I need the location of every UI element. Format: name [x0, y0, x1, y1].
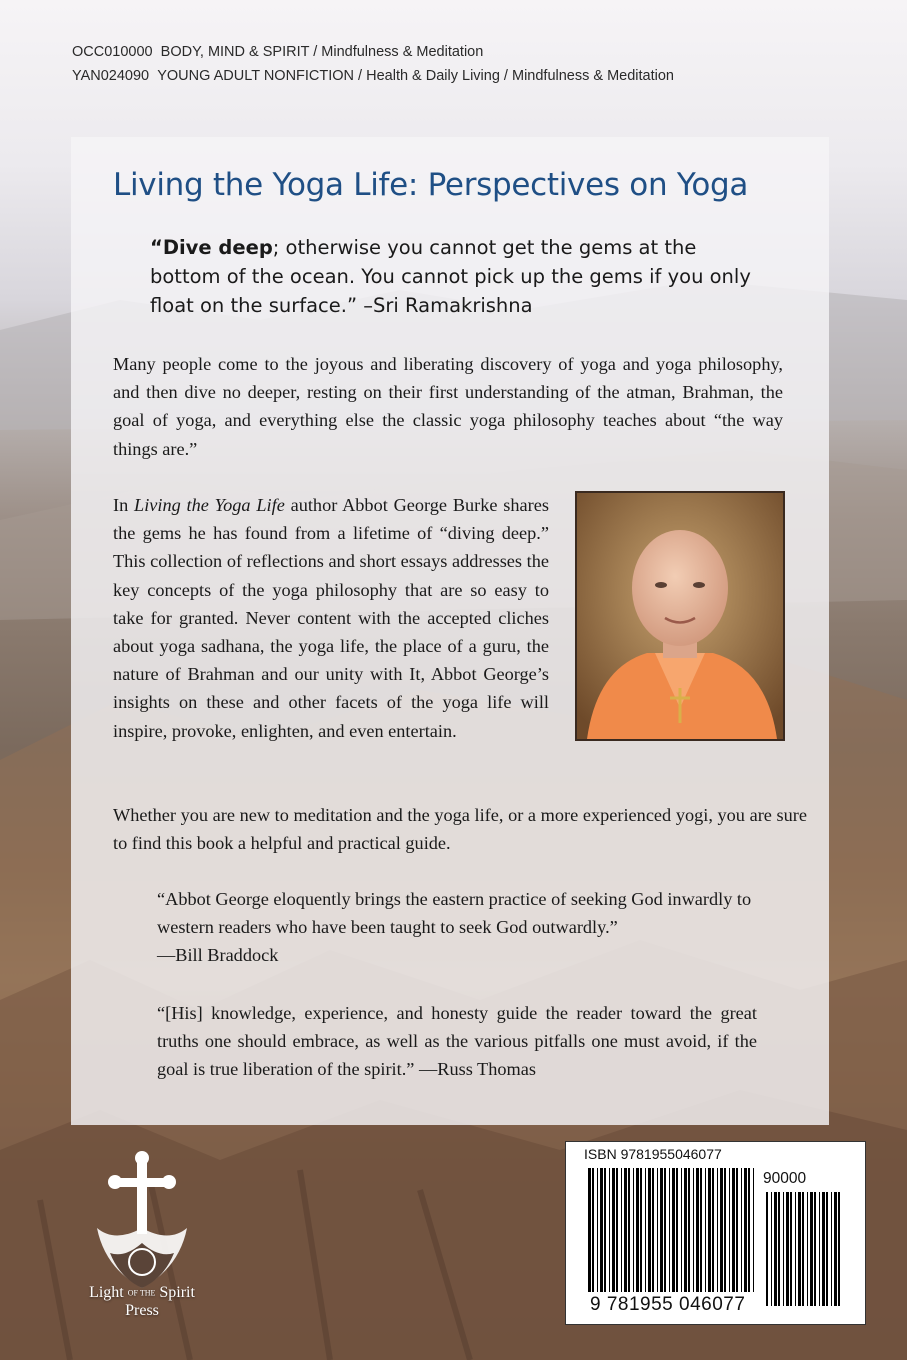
- bisac-categories: [72, 40, 674, 88]
- category-line-2: YAN024090 YOUNG ADULT NONFICTION / Health & Daily Living / Mindfulness & Meditation: [72, 68, 674, 84]
- description-paragraph-2: In Living the Yoga Life author Abbot George Burke shares the gems he has found from a lifetime of “diving deep.” This collection of reflections and short essays addresses the key concepts of the yoga philosophy that are so easy to take for granted. Never content with the accepted cliches about yoga sadhana, the yoga life, the place of a guru, the nature of Brahman and our unity with It, Abbot George’s insights on these and other facets of the yoga life will inspire, provoke, enlighten, and even entertain.: [113, 495, 549, 741]
- isbn-digits: 9 781955 046077: [590, 1294, 746, 1315]
- text-panel: [71, 137, 829, 1125]
- author-photo: [575, 491, 785, 741]
- book-title: Living the Yoga Life: Perspectives on Yoga: [113, 167, 749, 203]
- price-code: 90000: [763, 1170, 807, 1187]
- category-line-1: OCC010000 BODY, MIND & SPIRIT / Mindfulness & Meditation: [72, 44, 484, 60]
- description-paragraph-1: Many people come to the joyous and liberating discovery of yoga and yoga philosophy, and then dive no deeper, resting on their first understanding of the atman, Brahman, the goal of yoga, and everything else the classic yoga philosophy teaches about “the way things are.”: [113, 354, 783, 459]
- isbn-barcode: [565, 1141, 866, 1325]
- epigraph-quote: “Dive deep; otherwise you cannot get the gems at the bottom of the ocean. You cannot pick up the gems if you only float on the surface.” –Sri Ramakrishna: [150, 236, 751, 317]
- isbn-label: ISBN 9781955046077: [584, 1146, 722, 1162]
- endorsement-quote-1: “Abbot George eloquently brings the eastern practice of seeking God inwardly to western readers who have been taught to seek God outwardly.” —Bill Braddock: [157, 889, 752, 966]
- ean-barcode-bars: [588, 1168, 758, 1292]
- publisher-name: Light OF THE Spirit Press: [89, 1284, 195, 1320]
- endorsement-quote-2: “[His] knowledge, experience, and honesty guide the reader toward the great truths one should embrace, as well as the various pitfalls one must avoid, if the goal is true liberation of the spirit.” —Russ Thomas: [157, 1003, 757, 1080]
- description-paragraph-3: Whether you are new to meditation and the yoga life, or a more experienced yogi, you are sure to find this book a helpful and practical guide.: [113, 805, 807, 854]
- addon-barcode-bars: [766, 1192, 841, 1306]
